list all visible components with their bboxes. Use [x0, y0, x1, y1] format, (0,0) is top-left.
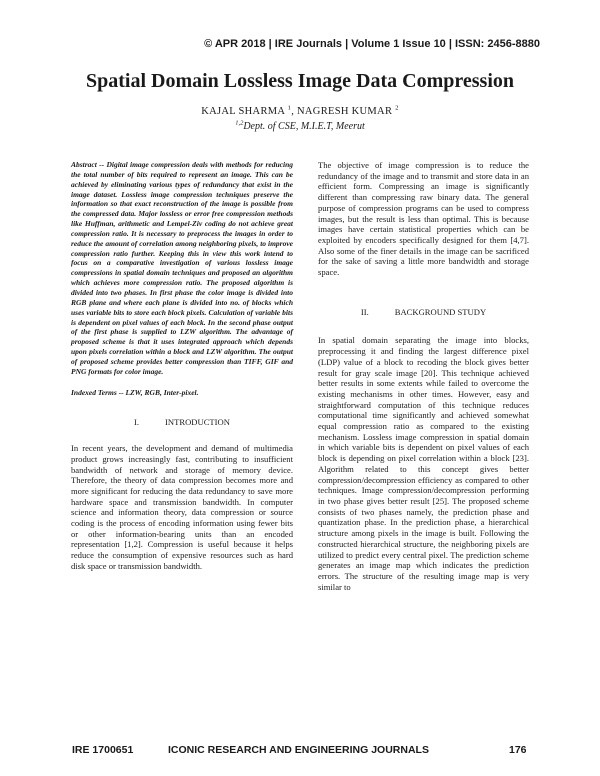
author-name: KAJAL SHARMA	[201, 106, 285, 117]
abstract: Abstract -- Digital image compression deals with methods for reducing the total number of bits required to represent an image. This can be achieved by eliminating various types of redundancy that exist in the image dataset. Lossless image compression techniques preserve the information so that exact reconstruction of the image is possible from the compressed data. Major lossless or error free compression methods like Huffman, arithmetic and Lempel-Ziv coding do not achieve great compression ratio. It is necessary to preprocess the images in order to reduce the amount of correlation among neighboring pixels, to improve compression ratio further. Keeping this in view this work intend to focus on a comparative investigation of various lossless image compressions in spatial domain techniques and proposed an algorithm which achieves more compression ratio. The proposed algorithm is divided into two phases. In first phase the color image is divided into RGB plane and where each plane is divided into no. of blocks which uses variable bits to store each block pixels. Calculation of variable bits is dependent on pixel values of each block. In the second phase output of the first phase is supplied to LZW algorithm. The advantage of proposed scheme is that it uses integrated approach which depends upon pixels correlation within a block and LZW algorithm. The output of proposed scheme provides better compression than TIFF, GIF and PNG formats for color image.	[71, 160, 293, 376]
section-heading-background	[318, 307, 529, 318]
introduction-paragraph-continued: The objective of image compression is to reduce the redundancy of the image and to transmit and store data in an efficient form. Compressing an image is significantly different than compressing raw binary data. The general purpose of compression programs can be used to compress images, but the result is less than optimal. This is because images have certain statistical properties which can be exploited by encoders specifically designed for them [4,7]. Also some of the finer details in the image can be sacrificed for the sake of saving a little more bandwidth and storage space.	[318, 160, 529, 278]
running-head: © APR 2018 | IRE Journals | Volume 1 Issue 10 | ISSN: 2456-8880	[204, 38, 540, 50]
section-number: II.	[360, 306, 369, 317]
introduction-paragraph: In recent years, the development and demand of multimedia product grows increasingly fast, contributing to insufficient bandwidth of network and storage of memory device. Therefore, the theory of data compression becomes more and more significant for reducing the data redundancy to save more hardware space and transmission bandwidth. In computer science and information theory, data compression or source coding is the process of encoding information using fewer bits or other information-bearing units than an encoded representation [1,2]. Compression is useful because it helps reduce the consumption of expensive resources such as hard disk space or transmission bandwidth.	[71, 443, 293, 571]
right-column	[318, 160, 529, 592]
section-title: INTRODUCTION	[165, 417, 230, 428]
section-heading-introduction	[71, 417, 293, 428]
paper-id: IRE 1700651	[72, 744, 134, 756]
author-name: NAGRESH KUMAR	[297, 106, 393, 117]
author-affiliation-mark: 1	[287, 104, 292, 112]
affiliation-line	[0, 121, 600, 132]
left-column	[71, 160, 293, 572]
affiliation-mark: 1,2	[235, 119, 244, 127]
background-paragraph: In spatial domain separating the image into blocks, preprocessing it and finding the largest difference pixel (LDP) value of a block to recoding the block gives better result for gray scale image [20]. This technique achieved better results in some extents while failed to overcome the existing mechanisms in other times. However, easy and straightforward computation of this technique reduces computational time significantly and achieved somewhat equal compression ratio as compared to the existing mechanism. Lossless image compression in spatial domain in which variable bits is dependent on pixel values of each block is depending on pixel correlation within a block [23]. Algorithm related to this concept gives better compression/decompression efficiency as compared to other techniques. Image compression/decompression performing in two phase gives better result [25]. The proposed scheme consists of two phases namely, the prediction phase and quantization phase. In the prediction phase, a hierarchical structure among pixels in the image is built. Following the constructed hierarchical structure, the neighboring pixels are utilized to predict every central pixel. The prediction scheme generates an image map which indicates the prediction errors. The structure of the resulting image map is very similar to	[318, 335, 529, 592]
affiliation: Dept. of CSE, M.I.E.T, Meerut	[243, 121, 365, 132]
section-number: I.	[134, 417, 140, 428]
index-terms: Indexed Terms -- LZW, RGB, Inter-pixel.	[71, 387, 199, 397]
author-line: KAJAL SHARMA $^1$, NAGRESH KUMAR $^2$	[201, 104, 399, 117]
author-affiliation-mark: 2	[395, 104, 399, 112]
paper-title: Spatial Domain Lossless Image Data Compression	[86, 70, 514, 92]
journal-name: ICONIC RESEARCH AND ENGINEERING JOURNALS	[168, 744, 429, 756]
page-number: 176	[509, 744, 527, 756]
section-title: BACKGROUND STUDY	[394, 306, 487, 317]
